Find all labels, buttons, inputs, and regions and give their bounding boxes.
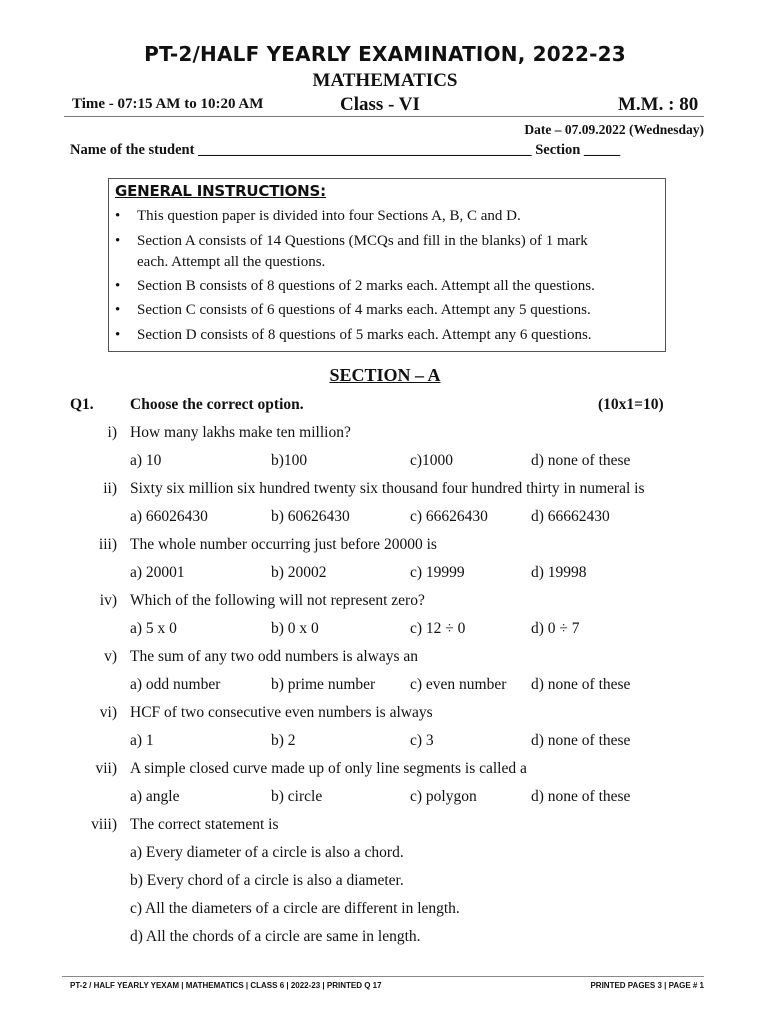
subquestion-text: The sum of any two odd numbers is always an <box>130 648 418 665</box>
header-divider <box>64 116 704 117</box>
option-a: a) angle <box>130 788 180 805</box>
option-b: b) 0 x 0 <box>271 620 319 637</box>
subquestion-text: The whole number occurring just before 20000 is <box>130 536 437 553</box>
footer-right: PRINTED PAGES 3 | PAGE # 1 <box>590 981 704 990</box>
subquestion-number: i) <box>107 424 117 441</box>
student-name-line: Name of the student ______________________________________________ Section _____ <box>70 142 621 158</box>
option-a: a) Every diameter of a circle is also a chord. <box>130 844 404 861</box>
option-a: a) 5 x 0 <box>130 620 177 637</box>
instruction-item: Section C consists of 6 questions of 4 marks each. Attempt any 5 questions. <box>137 302 591 318</box>
option-c: c) even number <box>410 676 507 693</box>
option-b: b)100 <box>271 452 308 469</box>
bullet-icon: • <box>115 278 121 294</box>
subquestion-number: ii) <box>103 480 117 497</box>
exam-date: Date – 07.09.2022 (Wednesday) <box>524 122 704 137</box>
class-label: Class - VI <box>340 94 420 115</box>
subquestion-number: viii) <box>91 816 117 833</box>
option-d: d) none of these <box>531 676 631 693</box>
subquestion-number: v) <box>104 648 117 665</box>
option-c: c) 12 ÷ 0 <box>410 620 466 637</box>
option-d: d) 0 ÷ 7 <box>531 620 580 637</box>
instruction-item: Section A consists of 14 Questions (MCQs and fill in the blanks) of 1 mark <box>137 233 588 249</box>
bullet-icon: • <box>115 208 121 224</box>
exam-time: Time - 07:15 AM to 10:20 AM <box>72 96 264 112</box>
question-number: Q1. <box>70 396 94 413</box>
option-d: d) none of these <box>531 452 631 469</box>
option-d: d) All the chords of a circle are same in length. <box>130 928 421 945</box>
instruction-item-continued: each. Attempt all the questions. <box>137 254 326 270</box>
option-d: d) 66662430 <box>531 508 610 525</box>
subquestion-number: iii) <box>98 536 117 553</box>
instruction-item: Section D consists of 8 questions of 5 marks each. Attempt any 6 questions. <box>137 327 592 343</box>
option-b: b) 60626430 <box>271 508 350 525</box>
option-b: b) prime number <box>271 676 376 693</box>
instructions-heading: GENERAL INSTRUCTIONS: <box>115 182 326 200</box>
instruction-item: This question paper is divided into four Sections A, B, C and D. <box>137 208 521 224</box>
subquestion-text: Sixty six million six hundred twenty six thousand four hundred thirty in numeral is <box>130 480 645 497</box>
subject-heading: MATHEMATICS <box>312 70 458 91</box>
subquestion-number: vi) <box>99 704 117 721</box>
exam-title: PT-2/HALF YEARLY EXAMINATION, 2022-23 <box>144 42 626 66</box>
option-b: b) 20002 <box>271 564 327 581</box>
instruction-item: Section B consists of 8 questions of 2 marks each. Attempt all the questions. <box>137 278 595 294</box>
max-marks: M.M. : 80 <box>618 94 699 115</box>
option-c: c) All the diameters of a circle are different in length. <box>130 900 460 917</box>
subquestion-number: vii) <box>95 760 117 777</box>
option-c: c) polygon <box>410 788 477 805</box>
bullet-icon: • <box>115 327 121 343</box>
option-b: b) circle <box>271 788 323 805</box>
question-marks: (10x1=10) <box>598 396 664 413</box>
option-c: c) 3 <box>410 732 434 749</box>
subquestion-text: How many lakhs make ten million? <box>130 424 351 441</box>
option-d: d) 19998 <box>531 564 587 581</box>
option-a: a) 10 <box>130 452 162 469</box>
bullet-icon: • <box>115 302 121 318</box>
option-a: a) 66026430 <box>130 508 208 525</box>
option-c: c) 66626430 <box>410 508 488 525</box>
option-a: a) odd number <box>130 676 221 693</box>
subquestion-text: Which of the following will not represent zero? <box>130 592 425 609</box>
subquestion-text: The correct statement is <box>130 816 279 833</box>
footer-left: PT-2 / HALF YEARLY YEXAM | MATHEMATICS | CLASS 6 | 2022-23 | PRINTED Q 17 <box>70 981 382 990</box>
option-b: b) Every chord of a circle is also a diameter. <box>130 872 404 889</box>
footer-divider <box>62 976 704 977</box>
option-b: b) 2 <box>271 732 296 749</box>
option-d: d) none of these <box>531 788 631 805</box>
subquestion-text: HCF of two consecutive even numbers is always <box>130 704 433 721</box>
bullet-icon: • <box>115 233 121 249</box>
option-a: a) 20001 <box>130 564 185 581</box>
option-c: c)1000 <box>410 452 454 469</box>
option-c: c) 19999 <box>410 564 465 581</box>
question-instruction: Choose the correct option. <box>130 396 304 413</box>
subquestion-number: iv) <box>99 592 117 609</box>
subquestion-text: A simple closed curve made up of only line segments is called a <box>130 760 527 777</box>
option-d: d) none of these <box>531 732 631 749</box>
section-title: SECTION – A <box>329 365 441 385</box>
option-a: a) 1 <box>130 732 154 749</box>
